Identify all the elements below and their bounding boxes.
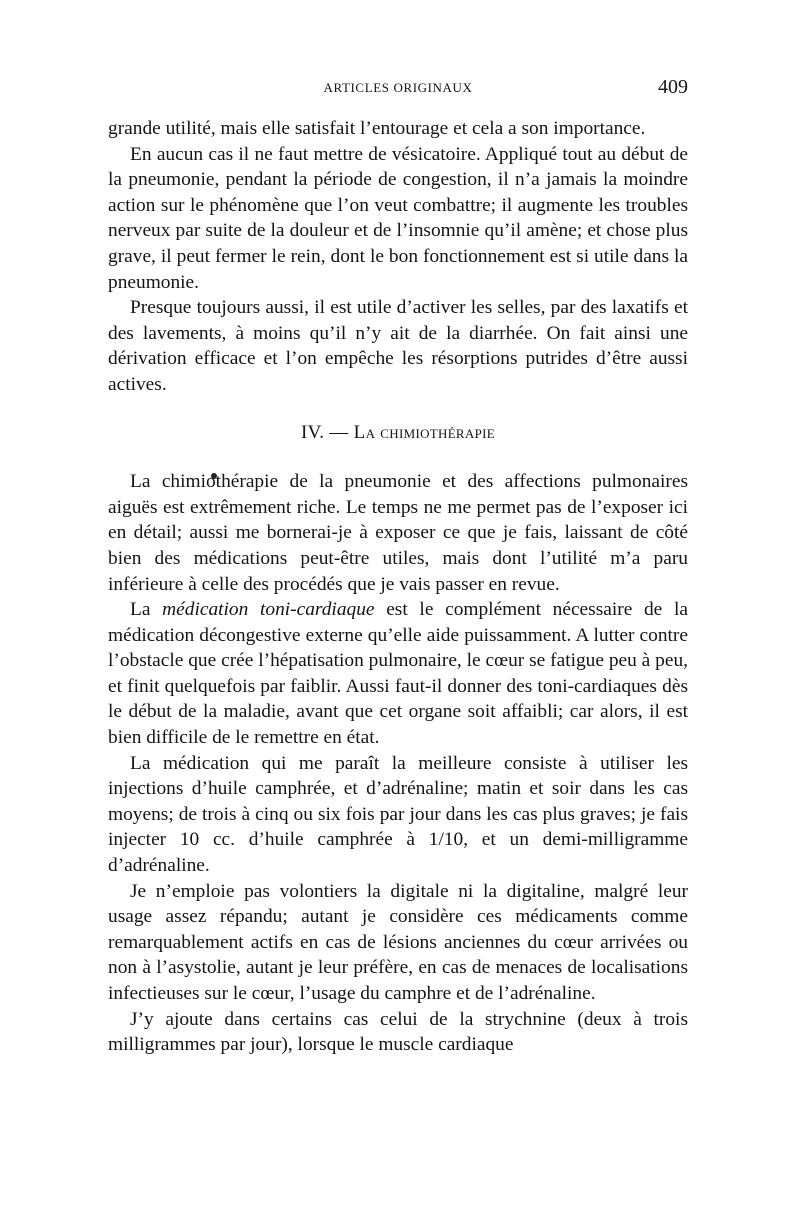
paragraph: grande utilité, mais elle satisfait l’entourage et cela a son importance.	[108, 118, 646, 139]
section-title-initial: L	[353, 421, 366, 443]
running-head	[108, 78, 688, 102]
section-number: IV. —	[301, 421, 354, 443]
paragraph: En aucun cas il ne faut mettre de vésicatoire. Appliqué tout au début de la pneumonie, pendant la période de congestion, il n’a jamais la moindre action sur le phénomène que l’on veut combattre; il augmente les troubles nerveux par suite de la douleur et de l’insomnie qu’il amène; et chose plus grave, il peut fermer le rein, dont le bon fonctionnement est si utile dans la pneumonie.	[108, 143, 688, 293]
section-heading	[108, 420, 688, 446]
paragraph: J’y ajoute dans certains cas celui de la strychnine (deux à trois milligrammes par jour), lorsque le muscle cardiaque	[108, 1008, 688, 1056]
body-text	[108, 116, 688, 1058]
paragraph	[108, 597, 688, 751]
italic-term: médication toni-cardiaque	[162, 599, 375, 621]
paragraph: La chimiothérapie de la pneumonie et des affections pulmonaires aiguës est extrêmement riche. Le temps ne me permet pas de l’exposer ici en détail; aussi me bornerai-je à exposer ce que je fais, laissant de côté bien des médications peut-être utiles, mais dont l’utilité m’a paru inférieure à celle des procédés que je vais passer en revue.	[108, 471, 688, 595]
paragraph-start: La	[130, 599, 163, 621]
paragraph: La médication qui me paraît la meilleure consiste à utiliser les injections d’huile camphrée, et d’adrénaline; matin et soir dans les cas moyens; de trois à cinq ou six fois par jour dans les cas plus graves; je fais injecter 10 cc. d’huile camphrée à 1/10, et un demi-milligramme d’adrénaline.	[108, 752, 688, 877]
paragraph: Je n’emploie pas volontiers la digitale ni la digitaline, malgré leur usage assez répandu; autant je considère ces médicaments comme remarquablement actifs en cas de lésions anciennes du cœur arrivées ou non à l’asystolie, autant je leur préfère, en cas de menaces de localisations infectieuses sur le cœur, l’usage du camphre et de l’adrénaline.	[108, 880, 688, 1004]
paragraph-end: est le complément nécessaire de la médication décongestive externe qu’elle aide puissamment. A lutter contre l’obstacle que crée l’hépatisation pulmonaire, le cœur se fatigue peu à peu, et finit quelquefois par faiblir. Aussi faut-il donner des toni-cardiaques dès le début de la maladie, avant que cet organe soit affaibli; car alors, il est bien difficile de le remettre en état.	[108, 599, 688, 749]
running-title: ARTICLES ORIGINAUX	[323, 80, 473, 95]
paragraph: Presque toujours aussi, il est utile d’activer les selles, par des laxatifs et des lavements, à moins qu’il n’y ait de la diarrhée. On fait ainsi une dérivation efficace et l’on empêche les résorptions putrides d’être aussi actives.	[108, 297, 688, 395]
section-title: a chimiothérapie	[365, 421, 495, 443]
page-number: 409	[658, 76, 688, 98]
